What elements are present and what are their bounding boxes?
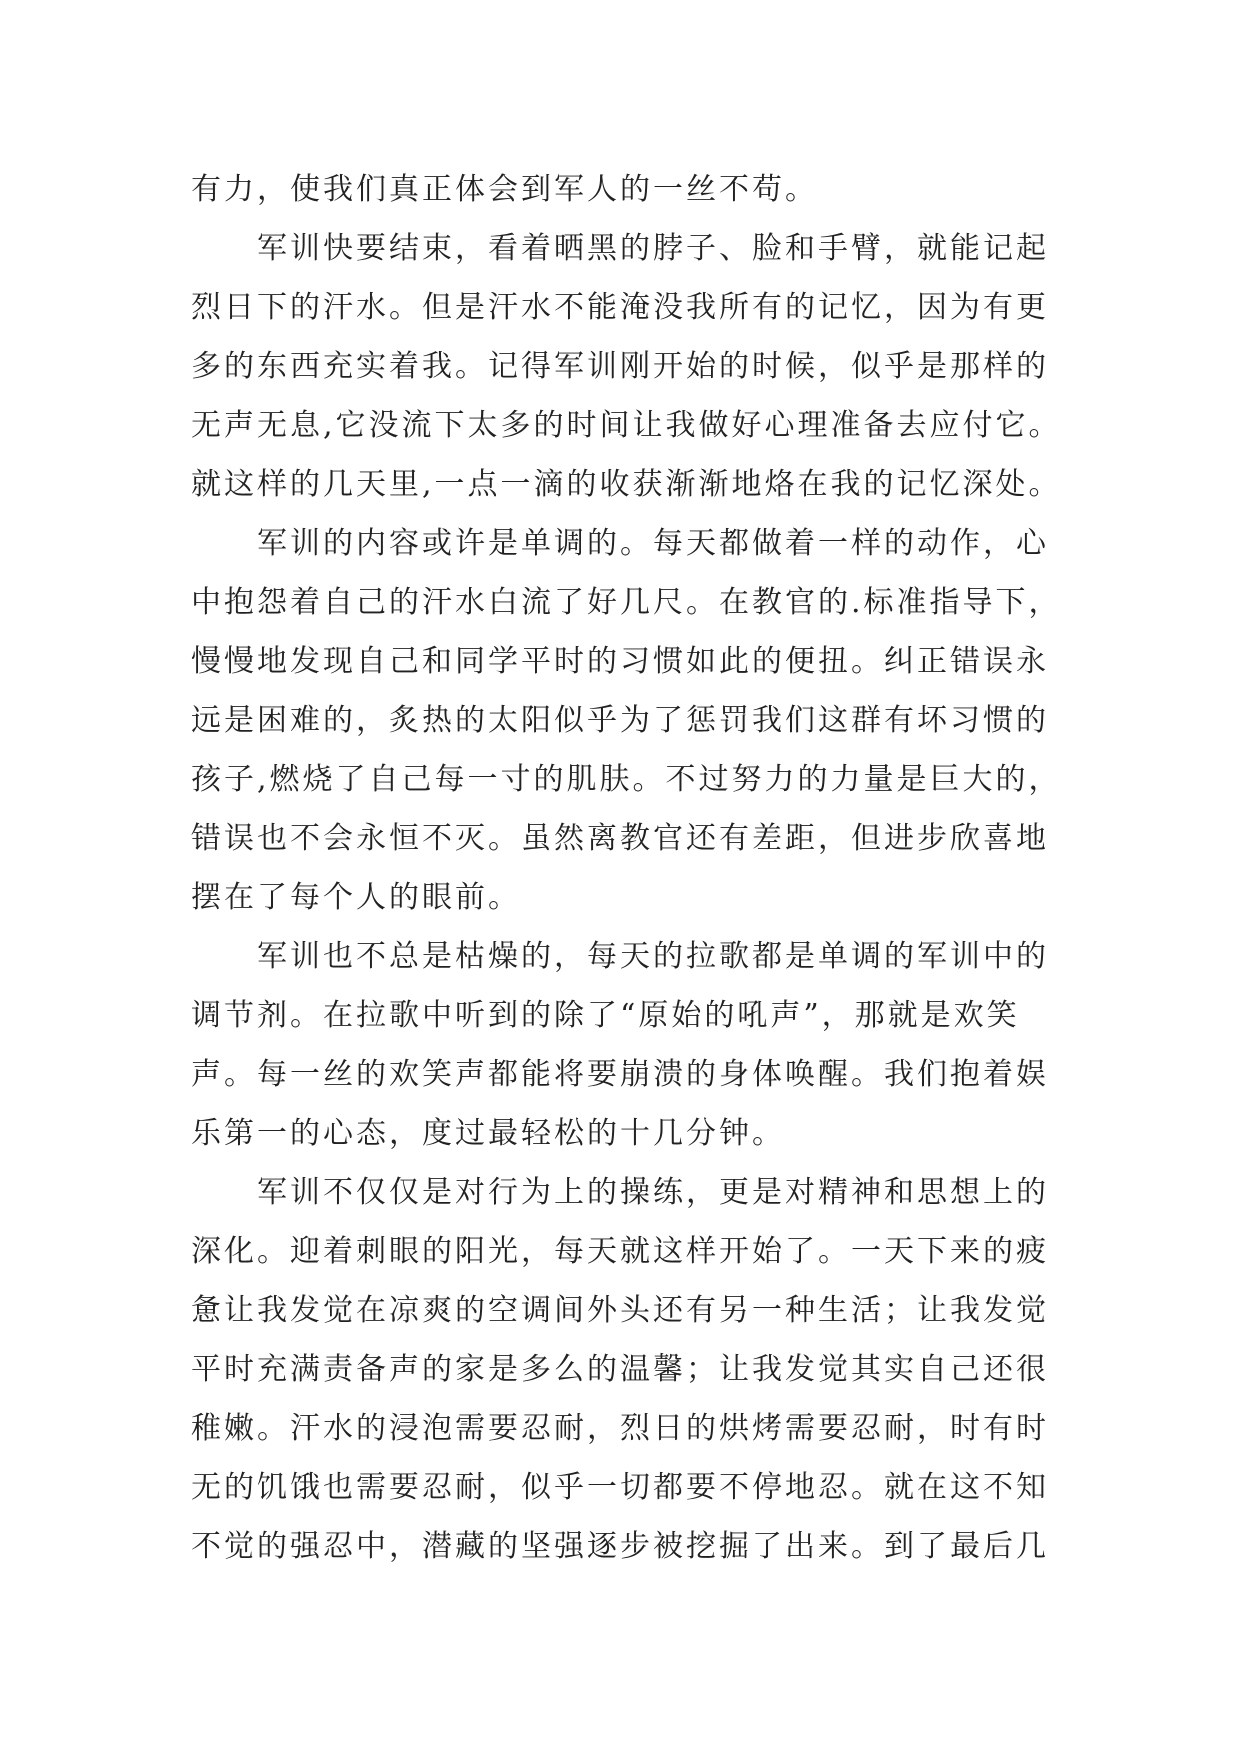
text-line: 军训也不总是枯燥的，每天的拉歌都是单调的军训中的: [257, 939, 1049, 974]
text-line: 有力，使我们真正体会到军人的一丝不苟。: [191, 172, 818, 207]
text-line: 军训不仅仅是对行为上的操练，更是对精神和思想上的: [257, 1175, 1049, 1210]
text-line: 军训快要结束，看着晒黑的脖子、脸和手臂，就能记起: [257, 231, 1049, 266]
text-line: 调节剂。在拉歌中听到的除了“原始的吼声”，那就是欢笑: [191, 998, 1020, 1033]
text-line: 无声无息,它没流下太多的时间让我做好心理准备去应付它。: [191, 408, 1062, 443]
text-line: 深化。迎着刺眼的阳光，每天就这样开始了。一天下来的疲: [191, 1234, 1049, 1269]
text-line: 不觉的强忍中，潜藏的坚强逐步被挖掘了出来。到了最后几: [191, 1529, 1049, 1564]
text-line: 慢慢地发现自己和同学平时的习惯如此的便扭。纠正错误永: [191, 644, 1049, 679]
text-line: 远是困难的，炙热的太阳似乎为了惩罚我们这群有坏习惯的: [191, 703, 1049, 738]
text-line: 就这样的几天里,一点一滴的收获渐渐地烙在我的记忆深处。: [191, 467, 1062, 502]
text-line: 无的饥饿也需要忍耐，似乎一切都要不停地忍。就在这不知: [191, 1470, 1049, 1505]
text-line: 军训的内容或许是单调的。每天都做着一样的动作，心: [257, 526, 1049, 561]
text-line: 稚嫩。汗水的浸泡需要忍耐，烈日的烘烤需要忍耐，时有时: [191, 1411, 1049, 1446]
text-line: 中抱怨着自己的汗水白流了好几尺。在教官的.标准指导下，: [191, 585, 1062, 620]
text-line: 平时充满责备声的家是多么的温馨；让我发觉其实自己还很: [191, 1352, 1049, 1387]
text-line: 惫让我发觉在凉爽的空调间外头还有另一种生活；让我发觉: [191, 1293, 1049, 1328]
text-line: 声。每一丝的欢笑声都能将要崩溃的身体唤醒。我们抱着娱: [191, 1057, 1049, 1092]
text-line: 多的东西充实着我。记得军训刚开始的时候，似乎是那样的: [191, 349, 1049, 384]
text-line: 错误也不会永恒不灭。虽然离教官还有差距，但进步欣喜地: [191, 821, 1049, 856]
text-line: 烈日下的汗水。但是汗水不能淹没我所有的记忆，因为有更: [191, 290, 1049, 325]
text-line: 孩子,燃烧了自己每一寸的肌肤。不过努力的力量是巨大的，: [191, 762, 1062, 797]
text-line: 乐第一的心态，度过最轻松的十几分钟。: [191, 1116, 785, 1151]
text-line: 摆在了每个人的眼前。: [191, 880, 521, 915]
document-body: [191, 160, 1062, 1576]
